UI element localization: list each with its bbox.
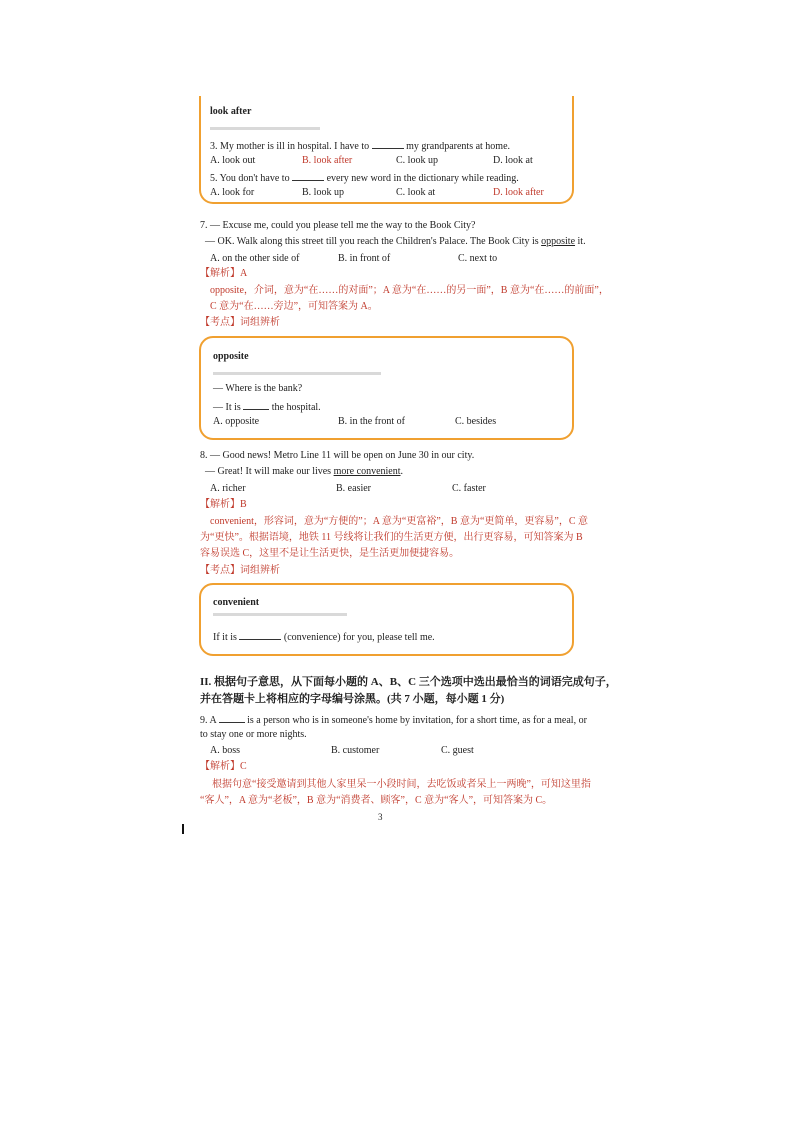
box-headword: opposite [213,351,249,362]
explanation: 为“更快”。根据语境，地铁 11 号线将让我们的生活更方便，出行更容易，可知答案为 B [200,532,583,543]
option-c: C. look at [396,187,436,198]
section-heading: II. 根据句子意思，从下面每小题的 A、B、C 三个选项中选出最恰当的词语完成句子， [200,676,617,688]
exercise-question: — Where is the bank? [213,383,303,394]
option-d: D. look after [493,187,544,198]
option-c: C. guest [441,745,474,756]
topic-label: 【考点】词组辨析 [200,565,280,576]
topic-label: 【考点】词组辨析 [200,317,280,328]
box-headword: convenient [213,597,260,608]
question-9: 9. A is a person who is in someone's home by invitation, for a short time, as for a meal, or [200,715,587,726]
question-8-reply: — Great! It will make our lives more convenient. [205,466,403,477]
question-9: to stay one or more nights. [200,729,307,740]
option-b: B. easier [336,483,371,494]
answer-label: 【解析】C [200,761,247,772]
smudged-text [213,613,347,616]
option-b: B. in the front of [338,416,405,427]
explanation: convenient，形容词，意为“方便的”；A 意为“更富裕”，B 意为“更简单，更容易”，C 意 [210,516,589,527]
option-b: B. look up [302,187,344,198]
option-a: A. boss [210,745,241,756]
option-a: A. look out [210,155,256,166]
scan-mark [182,824,184,834]
option-a: A. richer [210,483,246,494]
vocab-box-convenient [199,583,574,656]
explanation: opposite，介词，意为“在……的对面”；A 意为“在……的另一面”，B 意为“在……的前面”， [210,285,609,296]
option-a: A. look for [210,187,255,198]
exercise-question: 5. You don't have to every new word in the dictionary while reading. [210,173,519,184]
option-a: A. on the other side of [210,253,300,264]
option-a: A. opposite [213,416,260,427]
answer-label: 【解析】B [200,499,247,510]
exercise-question: — It is the hospital. [213,402,321,413]
option-c: C. besides [455,416,497,427]
option-c: C. look up [396,155,438,166]
exercise-question: 3. My mother is ill in hospital. I have to my grandparents at home. [210,141,511,152]
option-c: C. next to [458,253,498,264]
question-7-reply: — OK. Walk along this street till you reach the Children's Palace. The Book City is opposite it. [205,236,586,247]
explanation: “客人”，A 意为“老板”，B 意为“消费者、顾客”，C 意为“客人”，可知答案为 C。 [200,795,553,806]
question-7: 7. — Excuse me, could you please tell me the way to the Book City? [200,220,476,231]
exercise-question: If it is (convenience) for you, please tell me. [213,632,435,643]
option-b: B. customer [331,745,380,756]
explanation: C 意为“在……旁边”，可知答案为 A。 [210,301,378,312]
option-b: B. in front of [338,253,391,264]
option-d: D. look at [493,155,533,166]
explanation: 容易误选 C，这里不是让生活更快，是生活更加便捷容易。 [200,548,460,559]
option-b: B. look after [302,155,353,166]
answer-label: 【解析】A [200,268,248,279]
smudged-text [213,372,381,375]
explanation: 根据句意“接受邀请到其他人家里呆一小段时间，去吃饭或者呆上一两晚”，可知这里指 [212,779,591,790]
section-heading: 并在答题卡上将相应的字母编号涂黑。(共 7 小题，每小题 1 分) [200,693,505,705]
smudged-text [210,127,320,130]
box-headword: look after [210,106,252,117]
option-c: C. faster [452,483,486,494]
question-8: 8. — Good news! Metro Line 11 will be open on June 30 in our city. [200,450,475,461]
page-number: 3 [378,812,383,822]
